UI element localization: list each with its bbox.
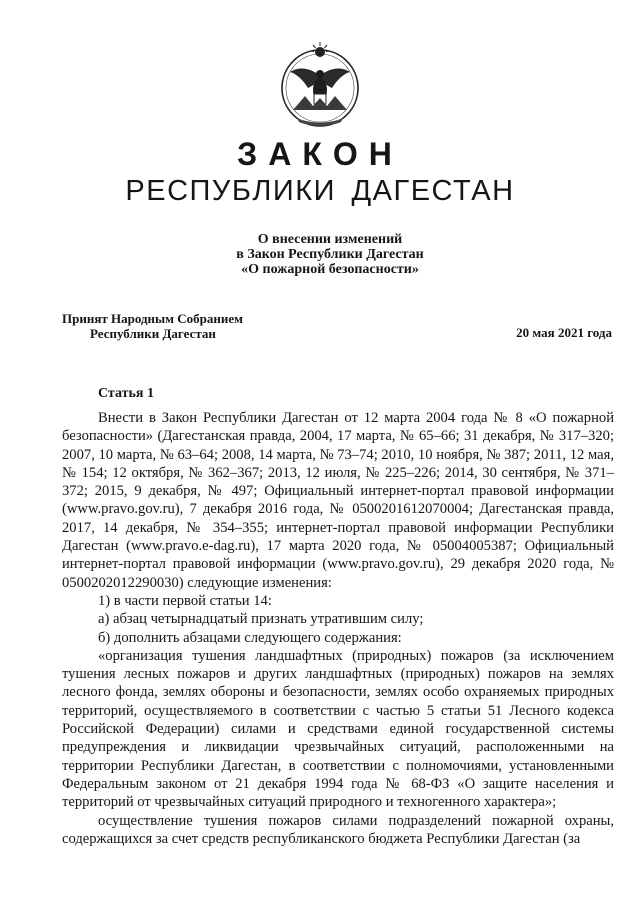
document-title <box>160 232 500 277</box>
law-title: ЗАКОН <box>237 136 403 172</box>
document-title-line: О внесении изменений <box>257 232 403 247</box>
coat-of-arms-emblem <box>275 38 365 134</box>
document-title-line: «О пожарной безопасности» <box>241 262 419 277</box>
adoption-line: Республики Дагестан <box>90 326 216 341</box>
paragraph: «организация тушения ландшафтных (природных) пожаров (за исключением тушения лесных пожаров и других ландшафтных (природных) пожаров на землях лесного фонда, землях обороны и безопасности, землях особо охраняемых природных территорий, осуществляемого в соответствии с частью 5 статьи 51 Лесного кодекса Российской Федерации) силами и средствами единой государственной системы предупреждения и ликвидации чрезвычайных ситуаций, расположенными на территории Республики Дагестан, в соответствии с полномочиями, установленными Федеральным законом от 21 декабря 1994 года № 68-ФЗ «О защите населения и территорий от чрезвычайных ситуаций природного и техногенного характера»; <box>62 647 614 811</box>
adoption-line: Принят Народным Собранием <box>62 311 244 326</box>
paragraph: а) абзац четырнадцатый признать утратившим силу; <box>98 611 424 628</box>
adoption-statement <box>62 311 243 341</box>
article-body <box>62 409 614 848</box>
article-heading: Статья 1 <box>98 386 154 401</box>
paragraph: б) дополнить абзацами следующего содержания: <box>98 629 402 646</box>
adoption-date: 20 мая 2021 года <box>516 325 612 340</box>
paragraph: Внести в Закон Республики Дагестан от 12 марта 2004 года № 8 «О пожарной безопасности» (Дагестанская правда, 2004, 17 марта, № 65–66; 31 декабря, № 317–320; 2007, 10 марта, № 63–64; 2008, 14 марта, № 73–74; 2010, 10 ноября, № 387; 2011, 12 мая, № 154; 12 октября, № 362–367; 2013, 12 июля, № 225–226; 2014, 30 сентября, № 371–372; 2015, 9 декабря, № 497; Официальный интернет-портал правовой информации (www.pravo.gov.ru), 7 декабря 2016 года, № 0500201612070004; Дагестанская правда, 2017, 14 декабря, № 354–355; интернет-портал правовой информации Республики Дагестан (www.pravo.e-dag.ru), 17 марта 2020 года, № 05004005387; Официальный интернет-портал правовой информации (www.pravo.gov.ru), 29 декабря 2020 года, № 0500202012290030) следующие изменения: <box>62 410 614 591</box>
law-subtitle: РЕСПУБЛИКИ ДАГЕСТАН <box>125 175 515 207</box>
paragraph: 1) в части первой статьи 14: <box>98 592 272 609</box>
paragraph: осуществление тушения пожаров силами подразделений пожарной охраны, содержащихся за счет средств республиканского бюджета Республики Дагестан (за <box>62 812 614 847</box>
document-title-line: в Закон Республики Дагестан <box>236 247 424 262</box>
eagle-emblem-icon <box>275 38 365 134</box>
